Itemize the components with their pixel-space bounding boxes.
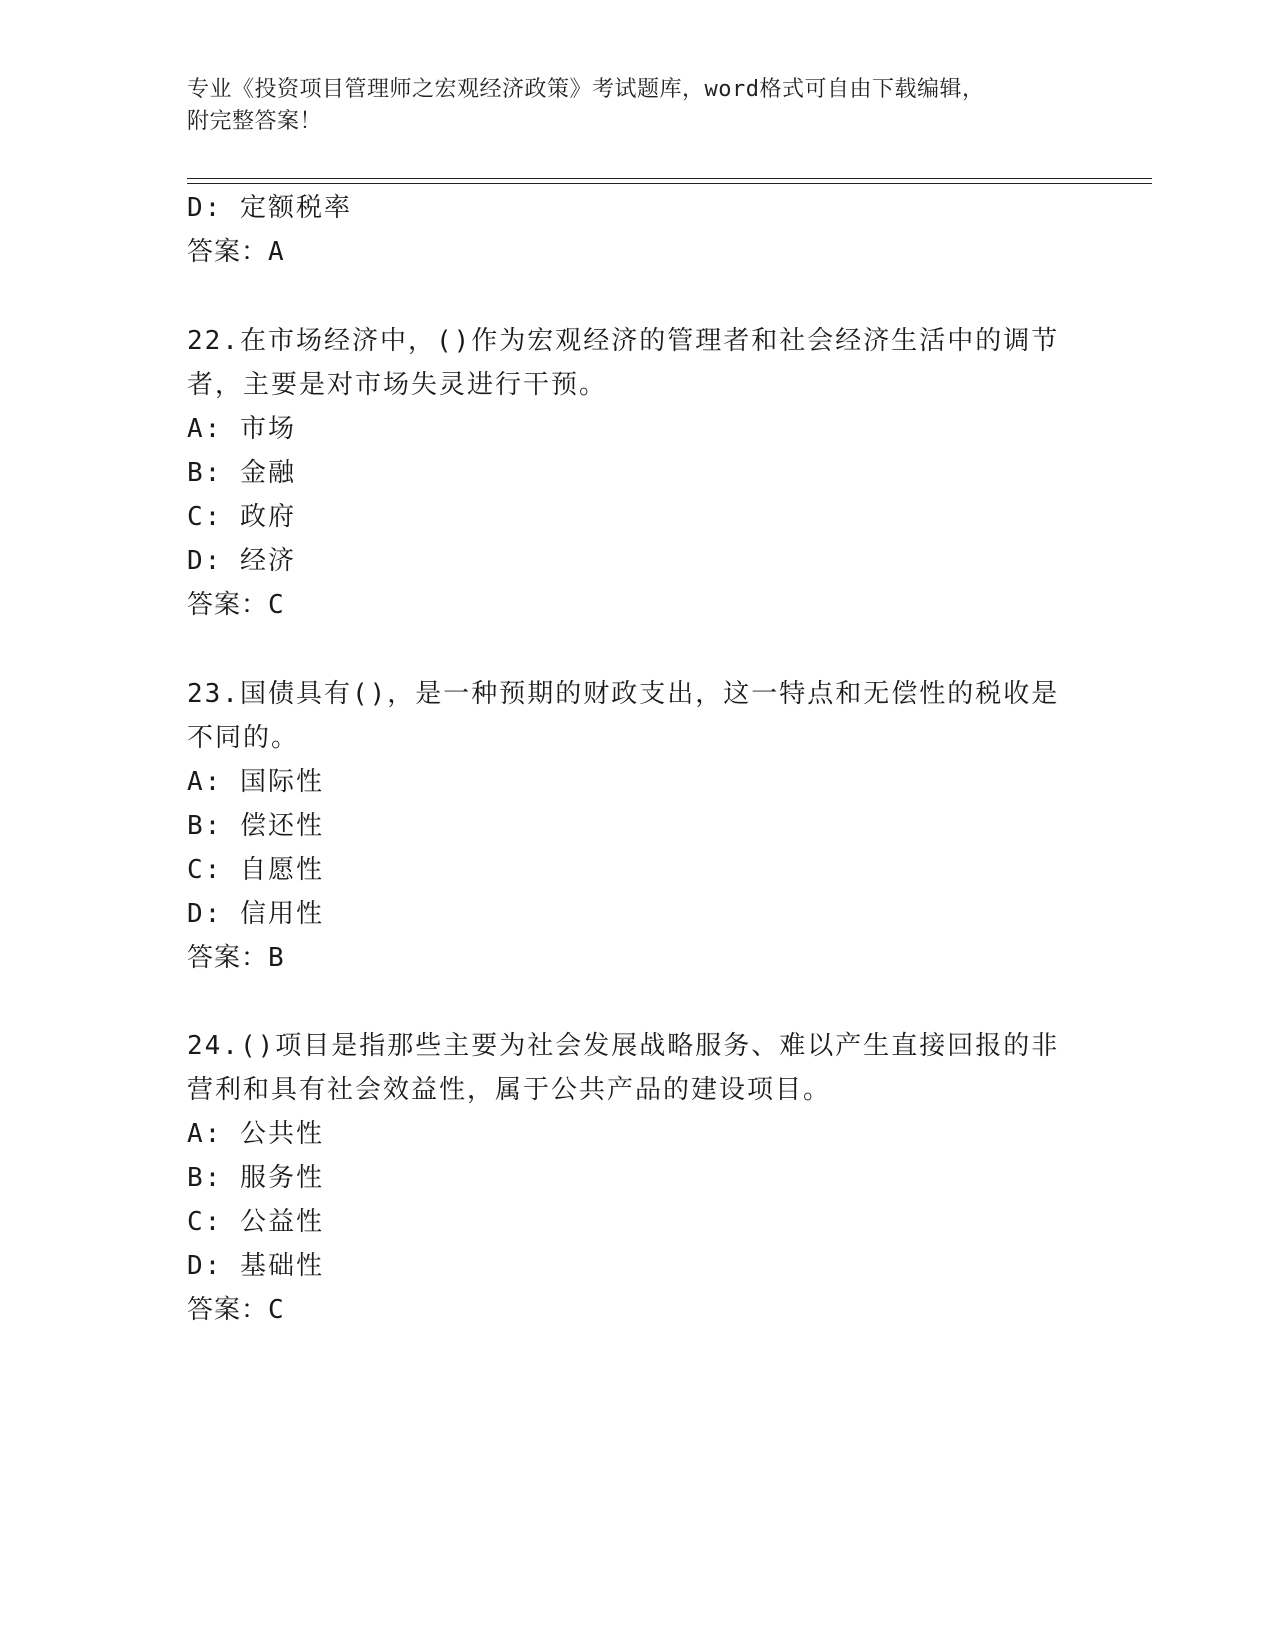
question-23-option-a: A: 国际性: [187, 767, 324, 797]
question-22-stem-line2: 者，主要是对市场失灵进行干预。: [187, 370, 608, 400]
question-24-option-a: A: 公共性: [187, 1119, 324, 1149]
question-22-answer: [187, 588, 284, 622]
question-24-stem-line1: 24.()项目是指那些主要为社会发展战略服务、难以产生直接回报的非: [187, 1031, 1060, 1061]
question-23-option-b: B: 偿还性: [187, 811, 324, 841]
prev-option-d: D: 定额税率: [187, 193, 352, 223]
answer-label: 答案：: [187, 1295, 269, 1325]
question-24-stem-line2: 营利和具有社会效益性，属于公共产品的建设项目。: [187, 1075, 832, 1105]
document-header: [187, 74, 1087, 138]
answer-label: 答案：: [187, 590, 269, 620]
question-24-option-d: D: 基础性: [187, 1251, 324, 1281]
header-line-1: 专业《投资项目管理师之宏观经济政策》考试题库，word格式可自由下载编辑，: [187, 77, 985, 102]
question-22-option-b: B: 金融: [187, 458, 296, 488]
question-22-stem-line1: 22.在市场经济中，()作为宏观经济的管理者和社会经济生活中的调节: [187, 326, 1060, 356]
question-23-answer: [187, 941, 284, 975]
answer-label: 答案：: [187, 943, 269, 973]
header-rule-bottom: [187, 183, 1152, 184]
question-23-option-c: C: 自愿性: [187, 855, 324, 885]
question-23-stem-line2: 不同的。: [187, 723, 300, 753]
question-23-stem-line1: 23.国债具有()，是一种预期的财政支出，这一特点和无偿性的税收是: [187, 679, 1060, 709]
answer-value: A: [268, 237, 284, 267]
header-rule-top: [187, 178, 1152, 179]
answer-value: B: [268, 943, 284, 973]
question-24-option-c: C: 公益性: [187, 1207, 324, 1237]
question-22-option-c: C: 政府: [187, 502, 296, 532]
prev-answer: [187, 235, 284, 269]
answer-value: C: [268, 1295, 284, 1325]
question-22-option-a: A: 市场: [187, 414, 296, 444]
question-22-option-d: D: 经济: [187, 546, 296, 576]
question-24-answer: [187, 1293, 284, 1327]
question-23-option-d: D: 信用性: [187, 899, 324, 929]
question-24-option-b: B: 服务性: [187, 1163, 324, 1193]
answer-value: C: [268, 590, 284, 620]
answer-label: 答案：: [187, 237, 269, 267]
header-line-2: 附完整答案！: [187, 109, 323, 134]
